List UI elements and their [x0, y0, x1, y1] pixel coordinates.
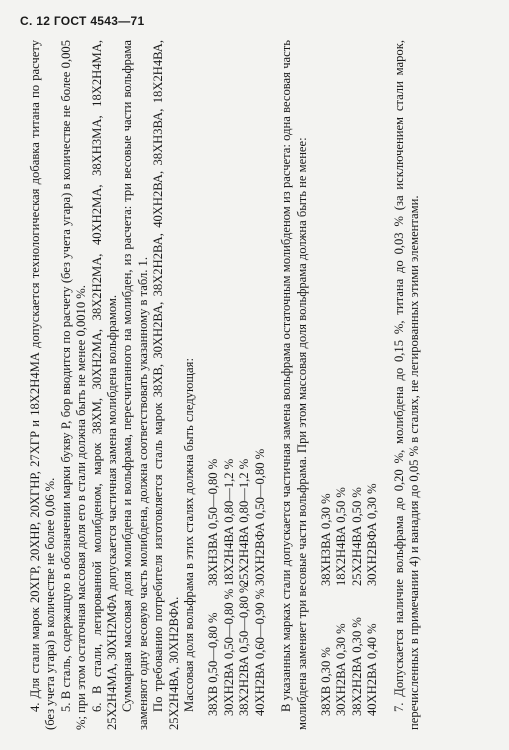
note-6: 6. В стали, легированной молибденом, марок 38ХМ, 30ХН2МА, 38Х2Н2МА, 40ХН2МА, 38ХН3МА, 18Х2Н4МА, 25Х2Н4МА, 30ХН2МФА допускается частичная замена молибдена вольфрамом.	[89, 40, 120, 730]
tungsten-range-right	[206, 448, 268, 586]
note-7: 7. Допускается наличие вольфрама до 0,20 %, молибдена до 0,15 %, титана до 0,03 % (за исключением стали марок, перечисленных в примечании 4) и ванадия до 0,05 % в сталях, не легированных этими элементами.	[391, 40, 421, 730]
note-6-consumer: По требованию потребителя изготовляется сталь марок 38ХВ, 30ХН2ВА, 38Х2Н2ВА, 40ХН2ВА, 38ХН3ВА, 18Х2Н4ВА, 25Х2Н4ВА, 30ХН2ВФА.	[151, 40, 181, 730]
list-item: 18Х2Н4ВА 0,50 %	[334, 487, 349, 586]
tungsten-min-right	[319, 456, 381, 586]
tungsten-range-left	[206, 582, 268, 716]
note-6-tungsten-intro: Массовая доля вольфрама в этих сталях должна быть следующая:	[182, 358, 197, 712]
page-header: С. 12 ГОСТ 4543—71	[20, 14, 145, 28]
note-5: 5. В сталь, содержащую в обозначении марки букву Р, бор вводится по расчету (без учета угара) в количестве не более 0,005 %; при этом остаточная массовая доля его в стали должна быть не менее 0,0010 %.	[58, 40, 89, 730]
note-6-sum: Суммарная массовая доля молибдена и вольфрама, пересчитанного на молибден, из расчета: три весовые части вольфрама заменяют одну весовую часть молибдена, должна соответствовать указанному в табл. 1.	[120, 40, 150, 730]
note-4: 4. Для стали марок 20ХГР, 20ХНР, 20ХГНР, 27ХГР и 18Х2Н4МА допускается технологическая добавка титана по расчету (без учета угара) в количестве не более 0,06 %.	[28, 40, 58, 730]
list-item: 38Х2Н2ВА 0,50—0,80 %	[237, 582, 252, 716]
list-item: 38ХН3ВА 0,30 %	[318, 493, 333, 586]
list-item: 18Х2Н4ВА 0,80—1,2 %	[221, 458, 236, 586]
note-6-replacement: В указанных марках стали допускается частичная замена вольфрама остаточным молибденом из расчета: одна весовая часть молибдена заменяет три весовые части вольфрама. При этом массовая доля вольфрама должна быть не менее:	[279, 40, 309, 730]
list-item: 38ХВ 0,50—0,80 %	[206, 612, 221, 716]
tungsten-range-list	[206, 40, 268, 730]
list-item: 40ХН2ВА 0,40 %	[365, 623, 380, 716]
list-item: 38ХВ 0,30 %	[318, 647, 333, 716]
list-item: 30ХН2ВФА 0,50—0,80 %	[252, 448, 267, 586]
list-item: 30ХН2ВА 0,30 %	[334, 623, 349, 716]
list-item: 30ХН2ВФА 0,30 %	[365, 483, 380, 586]
list-item: 25Х2Н4ВА 0,80—1,2 %	[237, 458, 252, 586]
list-item: 25Х2Н4ВА 0,50 %	[349, 487, 364, 586]
list-item: 30ХН2ВА 0,50—0,80 %	[221, 588, 236, 716]
list-item: 38ХН3ВА 0,50—0,80 %	[206, 458, 221, 586]
tungsten-min-list	[319, 40, 381, 730]
tungsten-min-left	[319, 586, 381, 716]
rotated-page-body	[28, 40, 484, 730]
list-item: 40ХН2ВА 0,60—0,90 %	[252, 588, 267, 716]
list-item: 38Х2Н2ВА 0,30 %	[349, 617, 364, 716]
